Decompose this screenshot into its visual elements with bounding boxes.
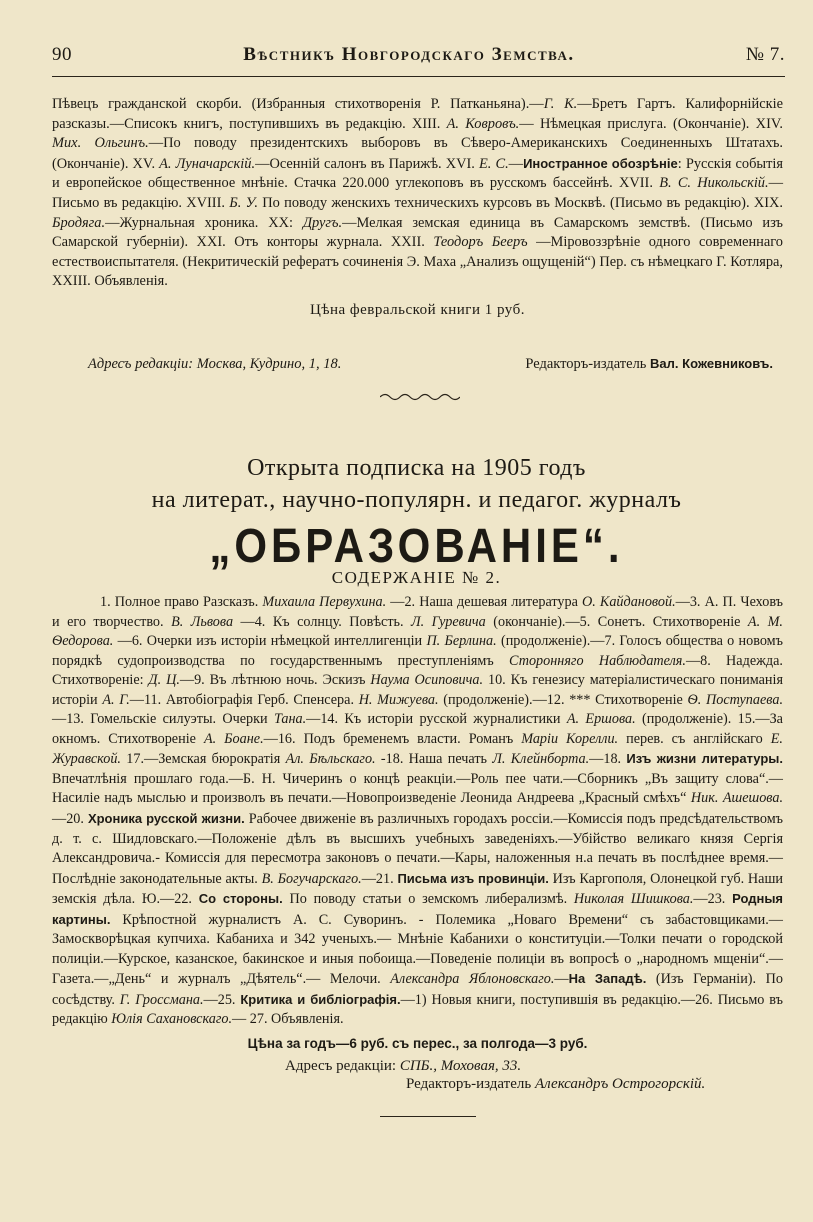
contents-segment: Родныя картины.: [52, 891, 784, 927]
journal-title: „ОБРАЗОВАНІЕ“.: [209, 518, 624, 573]
previous-issue-contents: [52, 95, 783, 292]
contents-segment: А. М. Ѳедорова.: [52, 613, 783, 650]
toc-segment: —Мелкая земская единица въ Самарскомъ земствѣ. (Письмо изъ Самарской губерніи). XXI. Отъ конторы журнала. XXII.: [52, 214, 783, 251]
toc-segment: —Міровоззрѣніе одного современнаго естествоиспытателя. (Некритическій рефератъ сочиненія Э. Маха „Анализъ ощущеній“) Пер. съ нѣмецкаго Г. Котляра, XXIII. Объявленія.: [52, 234, 783, 290]
contents-segment: —20.: [52, 811, 88, 828]
toc-segment: Г. К.: [543, 96, 578, 112]
bottom-rule: [380, 1116, 476, 1117]
toc-segment: Бродяга.: [52, 214, 106, 231]
contents-segment: —1) Новыя книги, поступившія въ редакцію.—26. Письмо въ редакцію: [52, 991, 783, 1028]
contents-segment: (продолженіе).—7. Голосъ общества о новомъ порядкѣ судопроизводства по государственнымъ преступленіямъ: [52, 633, 783, 669]
contents-segment: А. Ершова.: [566, 711, 636, 728]
february-book-price: Цѣна февральской книги 1 руб.: [310, 302, 525, 318]
editorial-address: Адресъ редакціи: Москва, Кудрино, 1, 18.: [88, 356, 342, 372]
contents-heading: СОДЕРЖАНІЕ № 2.: [331, 568, 502, 587]
contents-segment: (Изъ Германіи). По сосѣдству.: [52, 971, 783, 1008]
contents-segment: Ѳ. Поступаева.: [687, 691, 783, 708]
issue-number: № 7.: [745, 44, 785, 65]
editor-label: Редакторъ-издатель: [525, 356, 647, 372]
toc-segment: По поводу женскихъ техническихъ курсовъ въ Москвѣ. (Письмо въ редакцію). XIX.: [258, 194, 784, 211]
running-title: Вѣстникъ Новгородскаго Земства.: [243, 44, 575, 65]
toc-segment: —Бретъ Гартъ. Калифорнійскіе разсказы.—Списокъ книгъ, поступившихъ въ редакцію. XIII.: [52, 96, 784, 132]
contents-segment: —3. А. П. Чеховъ и его творчество.: [52, 594, 784, 630]
contents-segment: 1. Полное право Разсказъ.: [100, 594, 263, 610]
toc-segment: Е. С.: [479, 155, 509, 172]
contents-segment: —14. Къ исторіи русской журналистики: [306, 711, 567, 728]
contents-segment: Изъ Каргополя, Олонецкой губ. Наши земскія дѣла. Ю.—22.: [52, 870, 783, 908]
header-rule: [52, 76, 785, 77]
editor-credit: [525, 356, 773, 373]
toc-segment: — Нѣмецкая прислуга. (Окончаніе). XIV.: [519, 115, 783, 132]
contents-segment: О. Кайдановой.: [582, 594, 676, 610]
issue-contents: [52, 593, 783, 1030]
contents-segment: —21.: [361, 870, 398, 887]
editor-name: Вал. Кожевниковъ.: [650, 356, 773, 371]
contents-segment: —: [554, 971, 569, 988]
footer-editor: Редакторъ-издатель Александръ Острогорскій.: [406, 1076, 706, 1092]
contents-segment: Михаила Первухина.: [262, 594, 387, 610]
contents-segment: Рабочее движеніе въ различныхъ городахъ россіи.—Комиссія подъ предсѣдательствомъ д. т. с. Шидловскаго.—Положеніе дѣлъ въ высшихъ учебныхъ заведеніяхъ.—Убійство великаго князя Сергія Александровича.- Комиссія для пересмотра законовъ о печати.—Кары, наложенныя н.а печать въ послѣднее время.—Послѣдніе законодательные акты.: [52, 811, 784, 887]
toc-segment: Мих. Ольгинъ.: [52, 135, 149, 152]
contents-segment: Наума Осиповича.: [370, 672, 484, 689]
toc-segment: — Письмо въ редакцію. XVIII.: [52, 175, 783, 211]
toc-segment: : Русскія событія и европейское общественное мнѣніе. Стачка 220.000 углекоповъ въ русскомъ бассейнѣ. XVII.: [52, 155, 783, 192]
contents-segment: (продолженіе).—12. *** Стихотвореніе: [438, 691, 688, 708]
toc-segment: Пѣвецъ гражданской скорби. (Избранныя стихотворенія Р. Патканьяна).—: [52, 96, 544, 112]
toc-segment: —Журнальная хроника. XX:: [105, 214, 303, 231]
contents-segment: Хроника русской жизни.: [87, 811, 245, 827]
contents-segment: Ник. Ашешова.: [690, 790, 783, 807]
contents-segment: —4. Къ солнцу. Повѣсть.: [233, 613, 412, 630]
contents-segment: 10. Къ генезису матеріалистическаго пониманія исторіи: [52, 672, 783, 708]
toc-segment: —Осенній салонъ въ Парижѣ. XVI.: [255, 155, 479, 172]
contents-segment: —16. Подъ бременемъ власти. Романъ: [263, 730, 522, 747]
contents-segment: Николая Шишкова.: [573, 891, 694, 908]
contents-segment: —18.: [589, 751, 627, 768]
contents-segment: —23.: [693, 891, 733, 908]
contents-segment: А. Г.: [102, 691, 130, 708]
page-header: [52, 44, 785, 72]
contents-segment: Г. Гроссмана.: [119, 991, 204, 1008]
contents-segment: Критика и библіографія.: [240, 991, 401, 1007]
toc-segment: —По поводу президентскихъ выборовъ въ Сѣверо-Американскихъ Соединенныхъ Штатахъ. (Окончаніе). XV.: [52, 135, 784, 172]
contents-segment: —9. Въ лѣтнюю ночь. Эскизъ: [179, 672, 371, 689]
contents-segment: Юлія Сахановскаго.: [111, 1011, 233, 1028]
toc-segment: В. С. Никольскій.: [659, 175, 769, 192]
subscription-price: Цѣна за годъ—6 руб. съ перес., за полгода—3 руб.: [247, 1036, 588, 1051]
toc-segment: Б. У.: [229, 194, 258, 211]
contents-segment: На Западѣ.: [568, 971, 647, 987]
contents-paragraph: [52, 95, 783, 292]
contents-segment: -18. Наша печать: [375, 751, 493, 768]
contents-segment: Александра Яблоновскаго.: [390, 971, 555, 988]
page-number: 90: [52, 44, 72, 65]
toc-segment: Иностранное обозрѣніе: [523, 155, 678, 171]
contents-list: [52, 593, 783, 1030]
contents-segment: По поводу статьи о земскомъ либерализмѣ.: [282, 891, 574, 908]
toc-segment: А. Луначарскій.: [159, 155, 256, 172]
contents-segment: —2. Наша дешевая литература: [386, 594, 583, 610]
contents-segment: (окончаніе).—5. Сонетъ. Стихотвореніе: [485, 613, 748, 630]
contents-segment: —8. Надежда. Стихотвореніе:: [52, 652, 783, 689]
contents-segment: Тана.: [273, 711, 307, 728]
contents-segment: Крѣпостной журналистъ А. С. Суворинъ. - Полемика „Новаго Времени“ съ забастовщиками.—Замоскворѣцкая купчиха. Кабаниха и 342 ученыхъ.— Мнѣніе Кабанихи о конституціи.—Толки печати о городской полиціи.—Курское, казанское, бакинское и иныя побоища.—Поведеніе полиціи въ вопросѣ о „народномъ мщеніи“.—Газета.—„День“ и журналъ „Дѣятель“.— Мелочи.: [52, 911, 783, 988]
contents-segment: Л. Гуревича: [411, 613, 486, 630]
contents-segment: —25.: [203, 991, 241, 1008]
contents-segment: Маріи Корелли.: [521, 730, 619, 747]
contents-segment: 17.—Земская бюрократія: [120, 751, 286, 768]
journal-description: на литерат., научно-популярн. и педагог. журналъ: [151, 487, 682, 513]
contents-segment: —6. Очерки изъ исторіи нѣмецкой интеллигенціи: [113, 633, 427, 650]
wavy-divider: [380, 392, 460, 402]
contents-segment: А. Боане.: [203, 730, 264, 747]
subscription-headline: Открыта подписка на 1905 годъ: [247, 455, 586, 481]
toc-segment: —: [508, 155, 524, 172]
contents-segment: Е. Журавской.: [52, 730, 783, 768]
contents-segment: Д. Ц.: [148, 672, 180, 689]
editorial-address-line: [88, 356, 773, 373]
contents-segment: Л. Клейнборта.: [492, 751, 590, 768]
contents-segment: Со стороны.: [198, 891, 283, 907]
contents-segment: В. Богучарскаго.: [261, 870, 362, 887]
contents-segment: перев. съ англійскаго: [618, 730, 771, 747]
contents-segment: —11. Автобіографія Герб. Спенсера.: [129, 691, 359, 708]
contents-segment: (продолженіе). 15.—За окномъ. Стихотвореніе: [52, 711, 783, 747]
toc-segment: Теодоръ Бееръ: [433, 234, 528, 251]
contents-segment: Изъ жизни литературы.: [626, 751, 783, 767]
toc-segment: Другъ.: [302, 214, 343, 231]
footer-address: Адресъ редакціи: СПБ., Моховая, 33.: [285, 1058, 522, 1074]
contents-segment: Сторонняго Наблюдателя.: [509, 652, 686, 669]
contents-segment: —13. Гомельскіе силуэты. Очерки: [52, 711, 274, 728]
toc-segment: А. Ковровъ.: [446, 115, 520, 132]
contents-segment: Н. Мижуева.: [358, 691, 439, 708]
contents-segment: Ал. Бѣльскаго.: [285, 751, 376, 768]
contents-segment: Письма изъ провинціи.: [397, 870, 549, 886]
contents-segment: Впечатлѣнія прошлаго года.—Б. Н. Чичеринъ о концѣ реакціи.—Роль пее чати.—Сборникъ „Въ защиту слова“.—Насиліе надъ мыслью и произволъ въ печати.—Новопроизведеніе Леонида Андреева „Красный смѣхъ“: [52, 770, 783, 807]
contents-segment: В. Львова: [171, 613, 234, 630]
contents-segment: П. Берлина.: [426, 633, 497, 650]
contents-segment: — 27. Объявленія.: [232, 1011, 344, 1028]
